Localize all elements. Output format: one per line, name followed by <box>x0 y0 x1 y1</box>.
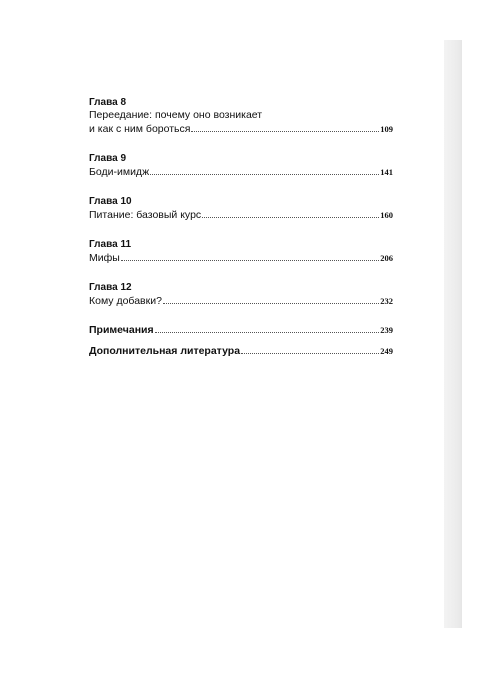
toc-entry-notes <box>89 323 393 336</box>
chapter-label: Глава 12 <box>89 282 132 293</box>
page-number: 249 <box>380 346 393 356</box>
dot-leader <box>155 323 380 333</box>
chapter-label: Глава 9 <box>89 153 127 164</box>
table-of-contents <box>89 97 393 365</box>
dot-leader <box>163 294 379 304</box>
toc-chapter-8 <box>89 97 393 135</box>
toc-entry-row <box>89 294 393 307</box>
chapter-title: Боди-имидж <box>89 166 150 178</box>
dot-leader <box>150 165 379 175</box>
toc-entry-row <box>89 251 393 264</box>
entry-title: Примечания <box>89 324 154 336</box>
toc-chapter-10 <box>89 196 393 221</box>
toc-backmatter <box>89 323 393 357</box>
dot-leader <box>202 208 379 218</box>
entry-title: Дополнительная литература <box>89 345 241 357</box>
dot-leader <box>191 122 379 132</box>
dot-leader <box>241 344 379 354</box>
page-number: 239 <box>380 325 393 335</box>
chapter-label: Глава 8 <box>89 97 127 108</box>
toc-entry-further-reading <box>89 344 393 357</box>
toc-entry-row <box>89 122 393 135</box>
chapter-title: Питание: базовый курс <box>89 209 202 221</box>
toc-chapter-9 <box>89 153 393 178</box>
page-number: 206 <box>380 253 393 263</box>
page-number: 232 <box>380 296 393 306</box>
toc-chapter-11 <box>89 239 393 264</box>
chapter-label: Глава 11 <box>89 239 132 250</box>
page-number: 109 <box>380 124 393 134</box>
toc-chapter-12 <box>89 282 393 307</box>
page-edge-shadow <box>444 40 462 628</box>
toc-entry-row <box>89 208 393 221</box>
chapter-label: Глава 10 <box>89 196 132 207</box>
chapter-title: и как с ним бороться <box>89 123 191 135</box>
chapter-title: Кому добавки? <box>89 295 162 307</box>
dot-leader <box>121 251 379 261</box>
page-number: 160 <box>380 210 393 220</box>
toc-entry-row <box>89 165 393 178</box>
chapter-title: Мифы <box>89 252 120 264</box>
page-number: 141 <box>380 167 393 177</box>
chapter-title-line: Переедание: почему оно возникает <box>89 109 263 121</box>
